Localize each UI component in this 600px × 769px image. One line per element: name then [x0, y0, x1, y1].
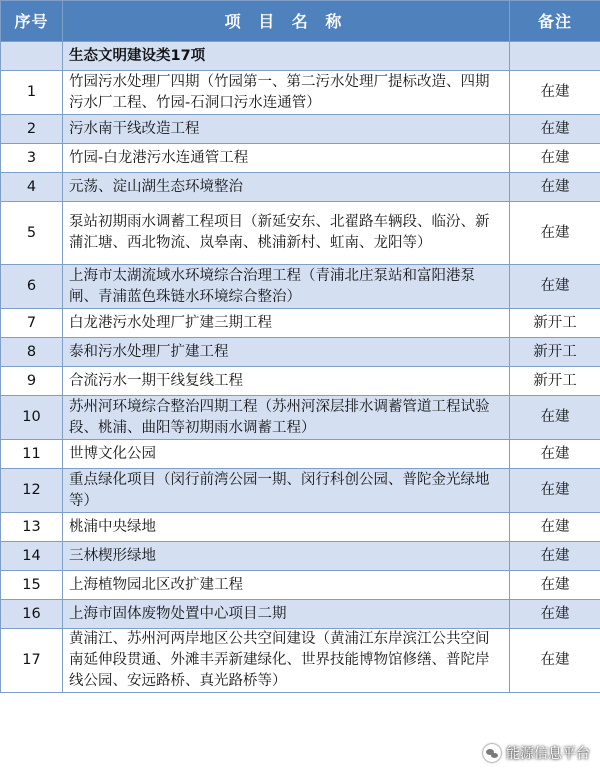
row-index: 1	[1, 71, 63, 115]
row-note: 新开工	[510, 309, 600, 338]
row-name: 元荡、淀山湖生态环境整治	[63, 173, 510, 202]
table-row	[1, 600, 600, 629]
row-index: 15	[1, 571, 63, 600]
row-note: 在建	[510, 115, 600, 144]
table-row	[1, 309, 600, 338]
row-index: 3	[1, 144, 63, 173]
table-row	[1, 265, 600, 309]
row-index: 5	[1, 202, 63, 265]
row-name: 上海市太湖流域水环境综合治理工程（青浦北庄泵站和富阳港泵闸、青浦蓝色珠链水环境综合整治）	[63, 265, 510, 309]
row-name: 桃浦中央绿地	[63, 513, 510, 542]
row-note: 在建	[510, 542, 600, 571]
row-name: 重点绿化项目（闵行前湾公园一期、闵行科创公园、普陀金光绿地等）	[63, 469, 510, 513]
table-row	[1, 571, 600, 600]
row-index: 2	[1, 115, 63, 144]
section-row	[1, 42, 600, 71]
row-note: 在建	[510, 202, 600, 265]
row-name: 合流污水一期干线复线工程	[63, 367, 510, 396]
table-row	[1, 115, 600, 144]
row-index: 6	[1, 265, 63, 309]
table-row	[1, 202, 600, 265]
table-row	[1, 367, 600, 396]
row-name: 白龙港污水处理厂扩建三期工程	[63, 309, 510, 338]
row-index: 17	[1, 629, 63, 693]
row-name: 上海市固体废物处置中心项目二期	[63, 600, 510, 629]
watermark-text: 能源信息平台	[506, 746, 590, 762]
row-index: 13	[1, 513, 63, 542]
row-index: 8	[1, 338, 63, 367]
row-name: 上海植物园北区改扩建工程	[63, 571, 510, 600]
section-note-cell	[510, 42, 600, 71]
table-row	[1, 542, 600, 571]
row-index: 14	[1, 542, 63, 571]
header-index: 序号	[1, 1, 63, 42]
row-name: 竹园-白龙港污水连通管工程	[63, 144, 510, 173]
row-note: 在建	[510, 600, 600, 629]
table-row	[1, 338, 600, 367]
row-note: 在建	[510, 396, 600, 440]
row-note: 在建	[510, 173, 600, 202]
row-name: 黄浦江、苏州河两岸地区公共空间建设（黄浦江东岸滨江公共空间南延伸段贯通、外滩丰弄新建绿化、世界技能博物馆修缮、普陀岸线公园、安远路桥、真光路桥等）	[63, 629, 510, 693]
section-index-cell	[1, 42, 63, 71]
row-note: 在建	[510, 629, 600, 693]
watermark	[483, 743, 590, 763]
row-note: 在建	[510, 265, 600, 309]
row-note: 在建	[510, 469, 600, 513]
table-row	[1, 396, 600, 440]
table-row	[1, 469, 600, 513]
row-note: 在建	[510, 71, 600, 115]
row-name: 苏州河环境综合整治四期工程（苏州河深层排水调蓄管道工程试验段、桃浦、曲阳等初期雨水调蓄工程）	[63, 396, 510, 440]
row-index: 11	[1, 440, 63, 469]
row-name: 污水南干线改造工程	[63, 115, 510, 144]
header-note: 备注	[510, 1, 600, 42]
row-note: 在建	[510, 440, 600, 469]
row-index: 7	[1, 309, 63, 338]
row-index: 12	[1, 469, 63, 513]
row-name: 竹园污水处理厂四期（竹园第一、第二污水处理厂提标改造、四期污水厂工程、竹园-石洞口污水连通管）	[63, 71, 510, 115]
row-index: 16	[1, 600, 63, 629]
table-row	[1, 144, 600, 173]
header-row	[1, 1, 600, 42]
table-row	[1, 440, 600, 469]
row-index: 4	[1, 173, 63, 202]
row-note: 在建	[510, 571, 600, 600]
table-row	[1, 71, 600, 115]
section-title: 生态文明建设类17项	[63, 42, 510, 71]
row-note: 在建	[510, 513, 600, 542]
row-name: 泵站初期雨水调蓄工程项目（新延安东、北翟路车辆段、临汾、新蒲汇塘、西北物流、岚皋南、桃浦新村、虹南、龙阳等）	[63, 202, 510, 265]
row-name: 泰和污水处理厂扩建工程	[63, 338, 510, 367]
table-row	[1, 513, 600, 542]
row-index: 10	[1, 396, 63, 440]
row-note: 新开工	[510, 367, 600, 396]
row-name: 世博文化公园	[63, 440, 510, 469]
row-note: 新开工	[510, 338, 600, 367]
row-name: 三林楔形绿地	[63, 542, 510, 571]
header-name: 项 目 名 称	[63, 1, 510, 42]
wechat-icon	[483, 744, 501, 762]
table-row	[1, 173, 600, 202]
row-note: 在建	[510, 144, 600, 173]
table-row	[1, 629, 600, 693]
row-index: 9	[1, 367, 63, 396]
